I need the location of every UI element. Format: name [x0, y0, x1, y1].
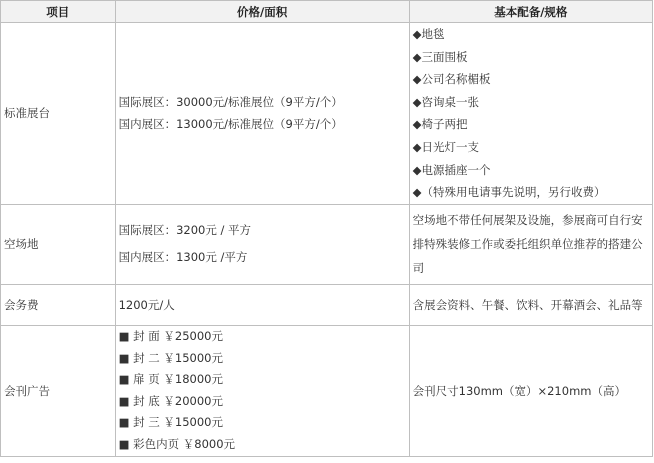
- header-item: 项目: [1, 1, 116, 23]
- ad-price-line: ■ 封 底 ￥20000元: [118, 393, 223, 408]
- ad-price-line: ■ 彩色内页 ￥8000元: [118, 436, 236, 451]
- row-standard-booth: [1, 23, 653, 205]
- item-cell: 空场地: [1, 204, 116, 284]
- header-equipment: 基本配备/规格: [409, 1, 652, 23]
- equipment-line: ◆三面围板: [412, 49, 468, 64]
- item-cell: 会务费: [1, 284, 116, 325]
- equipment-cell: 会刊尺寸130mm（宽）×210mm（高）: [409, 325, 652, 456]
- price-cell: 1200元/人: [115, 284, 409, 325]
- ad-price-line: ■ 封 面 ￥25000元: [118, 328, 223, 343]
- price-cell: [115, 23, 409, 205]
- equipment-line: ◆咨询桌一张: [412, 94, 479, 109]
- row-catalog-ads: [1, 325, 653, 456]
- header-price: 价格/面积: [115, 1, 409, 23]
- item-cell: 标准展台: [1, 23, 116, 205]
- equipment-line: ◆（特殊用电请事先说明，另行收费）: [412, 185, 606, 200]
- price-line: 国际展区：30000元/标准展位（9平方/个）: [118, 95, 343, 110]
- equipment-line: ◆椅子两把: [412, 117, 468, 132]
- equipment-line: ◆地毯: [412, 27, 445, 41]
- ad-price-line: ■ 扉 页 ￥18000元: [118, 372, 223, 387]
- equipment-cell: 含展会资料、午餐、饮料、开幕酒会、礼品等: [409, 284, 652, 325]
- item-cell: 会刊广告: [1, 325, 116, 456]
- equipment-cell: [409, 23, 652, 205]
- ad-price-line: ■ 封 三 ￥15000元: [118, 415, 223, 430]
- header-row: [1, 1, 653, 23]
- price-line: 国内展区：13000元/标准展位（9平方/个）: [118, 117, 343, 132]
- row-conference-fee: [1, 284, 653, 325]
- equipment-line: ◆日光灯一支: [412, 139, 479, 154]
- row-raw-space: [1, 204, 653, 284]
- price-line: 国内展区：1300元 /平方: [118, 250, 248, 265]
- equipment-cell: 空场地不带任何展架及设施，参展商可自行安排特殊装修工作或委托组织单位推荐的搭建公司: [409, 204, 652, 284]
- price-cell: [115, 204, 409, 284]
- price-line: 国际展区：3200元 / 平方: [118, 223, 252, 238]
- equipment-line: ◆电源插座一个: [412, 162, 491, 177]
- price-cell: [115, 325, 409, 456]
- equipment-line: ◆公司名称楣板: [412, 72, 491, 87]
- ad-price-line: ■ 封 二 ￥15000元: [118, 350, 223, 365]
